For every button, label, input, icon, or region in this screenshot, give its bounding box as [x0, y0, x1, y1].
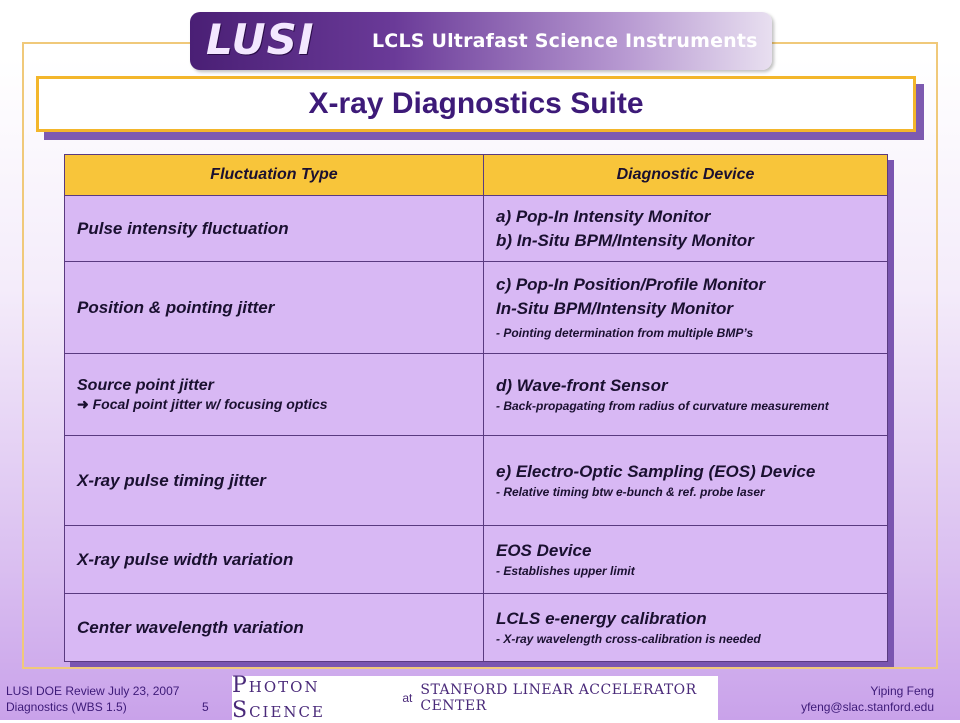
fluctuation-label: X-ray pulse width variation	[77, 549, 294, 569]
fluctuation-cell	[65, 594, 484, 662]
device-note: - Pointing determination from multiple BMP’s	[496, 326, 754, 340]
author-name: Yiping Feng	[870, 684, 934, 698]
device-cell	[484, 526, 888, 594]
fluctuation-label: X-ray pulse timing jitter	[77, 470, 266, 490]
banner-subtitle: LCLS Ultrafast Science Instruments	[372, 30, 758, 52]
table-row	[65, 436, 888, 526]
device-label: LCLS e-energy calibration	[496, 609, 707, 628]
slide-title: X-ray Diagnostics Suite	[308, 87, 644, 120]
device-cell	[484, 594, 888, 662]
footer-wbs-label: Diagnostics (WBS 1.5)	[6, 700, 127, 714]
footer-right	[801, 683, 934, 715]
slac-label: STANFORD LINEAR ACCELERATOR CENTER	[420, 682, 697, 714]
footer-at-label: at	[402, 691, 413, 705]
fluctuation-label: Source point jitter	[77, 377, 214, 394]
device-label: a) Pop-In Intensity Monitor	[496, 206, 711, 226]
device-cell	[484, 262, 888, 354]
fluctuation-label: Center wavelength variation	[77, 617, 304, 637]
table-row	[65, 594, 888, 662]
device-cell	[484, 196, 888, 262]
footer-review-label: LUSI DOE Review July 23, 2007	[6, 684, 180, 698]
fluctuation-cell	[65, 436, 484, 526]
device-note: - Establishes upper limit	[496, 564, 635, 578]
device-label: c) Pop-In Position/Profile Monitor	[496, 275, 766, 294]
lusi-logo: LUSI	[206, 15, 315, 64]
device-label: EOS Device	[496, 541, 592, 560]
header-fluctuation-type: Fluctuation Type	[65, 155, 484, 196]
page-number: 5	[202, 700, 209, 714]
fluctuation-cell	[65, 354, 484, 436]
device-note: - Relative timing btw e-bunch & ref. probe laser	[496, 485, 765, 499]
title-box	[36, 76, 916, 132]
device-note: - Back-propagating from radius of curvature measurement	[496, 399, 829, 413]
author-email: yfeng@slac.stanford.edu	[801, 700, 934, 714]
device-cell	[484, 436, 888, 526]
fluctuation-cell	[65, 262, 484, 354]
fluctuation-sub-label: Focal point jitter w/ focusing optics	[92, 396, 328, 412]
header-diagnostic-device: Diagnostic Device	[484, 155, 888, 196]
device-label: In-Situ BPM/Intensity Monitor	[496, 299, 734, 318]
device-label: b) In-Situ BPM/Intensity Monitor	[496, 230, 754, 250]
table-row	[65, 196, 888, 262]
device-label: e) Electro-Optic Sampling (EOS) Device	[496, 462, 816, 481]
photon-science-logo	[232, 673, 718, 723]
table-header-row	[65, 155, 888, 196]
fluctuation-sub	[77, 396, 471, 413]
device-label: d) Wave-front Sensor	[496, 376, 668, 395]
photon-science-label: Photon Science	[232, 673, 325, 723]
table-row	[65, 526, 888, 594]
fluctuation-label: Pulse intensity fluctuation	[77, 218, 289, 238]
fluctuation-label: Position & pointing jitter	[77, 297, 275, 317]
right-arrow-icon: ➜	[77, 396, 89, 412]
device-cell	[484, 354, 888, 436]
fluctuation-cell	[65, 526, 484, 594]
lusi-banner	[190, 12, 772, 70]
table-row	[65, 354, 888, 436]
device-note: - X-ray wavelength cross-calibration is needed	[496, 632, 761, 646]
table-row	[65, 262, 888, 354]
footer-left	[6, 683, 209, 715]
fluctuation-cell	[65, 196, 484, 262]
diagnostics-table	[64, 154, 888, 662]
